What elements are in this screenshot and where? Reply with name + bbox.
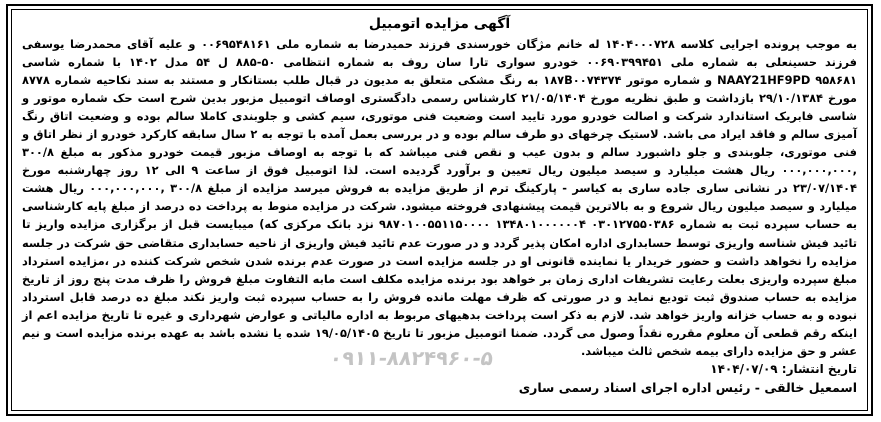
phone-watermark: ۰۹۱۱-۸۸۲۴۹۶۰-۵ — [328, 346, 495, 370]
notice-body: به موجب پرونده اجرایی کلاسه ۱۴۰۴۰۰۰۷۲۸ له خانم مژگان خورسندی فرزند حمیدرضا به شماره ملی ۰۰۶۹۵۴۸۱۶۱ و علیه آقای محمدرضا یوسفی فرزند حسینعلی به شماره ملی ۰۰۶۹۰۳۹۹۴۵۱ خودرو سواری تارا سان روف به شماره انتظامی ۵۰-۸۸۵ ل ۵۴ مدل ۱۴۰۲ با شماره شاسی NAAY21HF9PD ۹۵۸۶۸۱ و شماره موتور ۱۸۷B۰۰۷۴۳۷۴ به رنگ مشکی متعلق به مدیون در قبال طلب بستانکار و مستند به سند نکاحیه شماره ۸۷۷۸ مورخ ۲۹/۱۰/۱۳۸۴ بازداشت و طبق نظریه مورخ ۲۱/۰۵/۱۴۰۴ کارشناس رسمی دادگستری اوصاف اتومبیل مزبور بدین شرح است حک شماره موتور و شاسی فابریک استاندارد شرکت و اصالت خودرو مورد تایید است وضعیت فنی موتوری، سیم کشی و جلوبندی کاملا سالم بوده و وضعیت اتاق رنگ آمیزی سالم و فاقد ایراد می باشد. لاستیک چرخهای دو طرف سالم بوده و در بررسی بعمل آمده با توجه به ۲ سال سابقه کارکرد خودرو از نظر اتاق و فنی موتوری، جلوبندی و جلو داشبورد سالم و بدون عیب و نقص فنی میباشد که با توجه به اوصاف مزبور قیمت خودرو مذکور به مبلغ ۳۰۰/۸ ,۰۰۰,۰۰۰,۰۰۰ ریال هشت میلیارد و سیصد میلیون ریال تعیین و برآورد گردیده است. لذا اتومبیل فوق از ساعت ۹ الی ۱۲ روز چهارشنبه مورخ ۲۳/۰۷/۱۴۰۴ در نشانی ساری جاده ساری به کیاسر - پارکینگ ترم از طریق مزایده به فروش میرسد مزایده از مبلغ ۳۰۰/۸ ,۰۰۰,۰۰۰,۰۰۰ ریال هشت میلیارد و سیصد میلیون ریال شروع و به بالاترین قیمت پیشنهادی فروخته میشود. شرکت در مزایده منوط به پرداخت ده درصد از مبلغ پایه کارشناسی به حساب سپرده ثبت به شماره ۰۳۰۱۲۷۵۵۰۳۸۶ ۱۳۴۸۰۱۰۰۰۰۰۰۴ ۹۸۷۰۱۰۰۵۵۱۱۵۰۰۰۰ نزد بانک مرکزی که) میبایست قبل از برگزاری مزایده واریز تا تائید فیش شناسه واریزی توسط حسابداری اداره امکان پذیر گردد و در صورت عدم تائید فیش واریزی از ناحیه حسابداری متقاضی حق شرکت در جلسه مزایده را نخواهد داشت و حضور خریدار یا نماینده قانونی او در جلسه مزایده است در صورت عدم برنده شدن شخص شرکت کننده در ،مزایده استرداد مبلغ سپرده واریزی بعلت رعایت تشریفات اداری زمان بر خواهد بود برنده مزایده مکلف است مابه التفاوت مبلغ فروش را ظرف مدت پنج روز از تاریخ مزایده به حساب صندوق ثبت تودیع نماید و در صورتی که ظرف مهلت مانده فروش را به حساب سپرده ثبت واریز نکند مبلغ ده درصد قابل استرداد نبوده و به حساب خزانه واریز خواهد شد. لازم به ذکر است پرداخت بدهیهای مربوط به اداره مالیاتی و عوارض شهرداری و غیره تا تاریخ مزایده اعم از اینکه رقم قطعی آن معلوم مقرره نقداً وصول می گردد. ضمنا اتومبیل مزبور تا تاریخ ۱۹/۰۵/۱۴۰۵ شده یا نشده باشد به عهده برنده مزایده است و نیم عشر و حق مزایده دارای بیمه شخص ثالث میباشد. — [22, 37, 858, 358]
publish-date: تاریخ انتشار: ۱۴۰۴/۰۷/۰۹ — [710, 361, 857, 376]
notice-title: آگهی مزایده اتومبیل — [368, 16, 511, 32]
signature: اسمعیل خالقی - رئیس اداره اجرای اسناد رسمی ساری — [518, 379, 857, 395]
